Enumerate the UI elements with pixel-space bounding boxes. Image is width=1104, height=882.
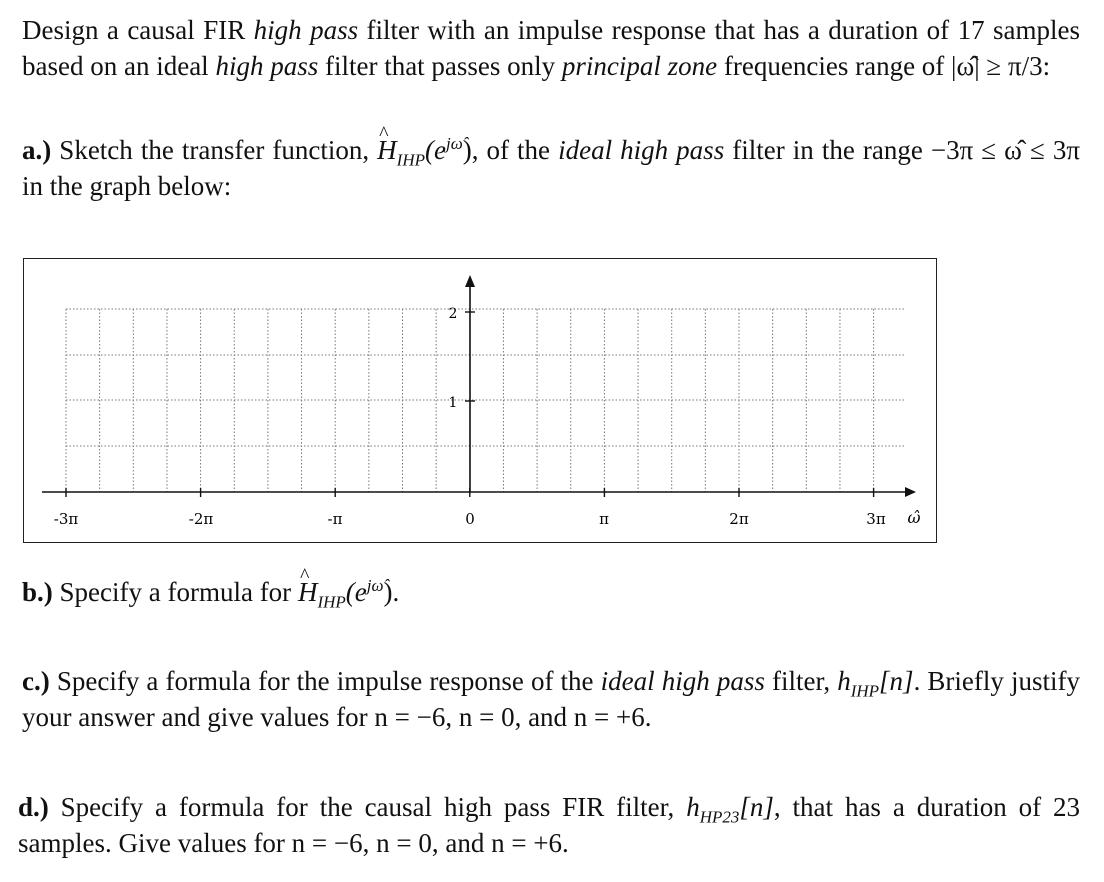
part-a-question: a.) Sketch the transfer function, ^ $H_{IHP}(e^{j\omegâ})$, of the ideal high pass filter in the range −3π ≤ ω̂ ≤ 3π in the graph below: [22, 132, 1080, 204]
y-tick-label: 1 [448, 395, 458, 411]
x-tick-label: 2π [729, 510, 749, 528]
sketch-graph[interactable] [23, 258, 937, 543]
dotted-grid [66, 309, 906, 492]
x-tick-label: 3π [866, 510, 886, 528]
principal-zone-term: principal zone [561, 51, 718, 81]
part-d-question: d.) Specify a formula for the causal high pass FIR filter, $h_{HP23}[n]$, that has a duration of 23 samples. Give values for n = −6, n = 0, and n = +6. [18, 792, 1081, 858]
y-axis-arrow [465, 275, 475, 287]
x-axis-arrow [905, 487, 916, 497]
part-d-label: d.) [18, 792, 49, 822]
x-tick-label: π [599, 510, 609, 528]
intro-paragraph: Design a causal FIR high pass filter with an impulse response that has a duration of 17 samples based on an ideal high pass filter that passes only principal zone frequencies range of |ω̂| ≥ π/3: [22, 15, 1080, 81]
part-a-label: a.) [22, 135, 52, 165]
frequency-axis-graph [24, 259, 938, 544]
part-c-question: c.) Specify a formula for the impulse response of the ideal high pass filter, $h_{IHP}[n]$. Briefly justify your answer and give values for n = −6, n = 0, and n = +6. [22, 666, 1081, 732]
part-b-question: b.) Specify a formula for ^ $H_{IHP}(e^{j\omegâ})$. [22, 574, 1080, 610]
x-tick-label: -2π [188, 510, 214, 528]
x-tick-label: -3π [53, 510, 79, 528]
x-tick-label: -π [327, 510, 343, 528]
high-pass-term: high pass [253, 15, 359, 45]
omega-hat-axis-symbol: ω̂ [907, 508, 921, 527]
part-c-label: c.) [22, 666, 50, 696]
y-tick-label: 2 [448, 306, 458, 322]
x-tick-label: 0 [465, 510, 475, 528]
part-b-label: b.) [22, 577, 53, 607]
high-pass-term: high pass [215, 51, 319, 81]
